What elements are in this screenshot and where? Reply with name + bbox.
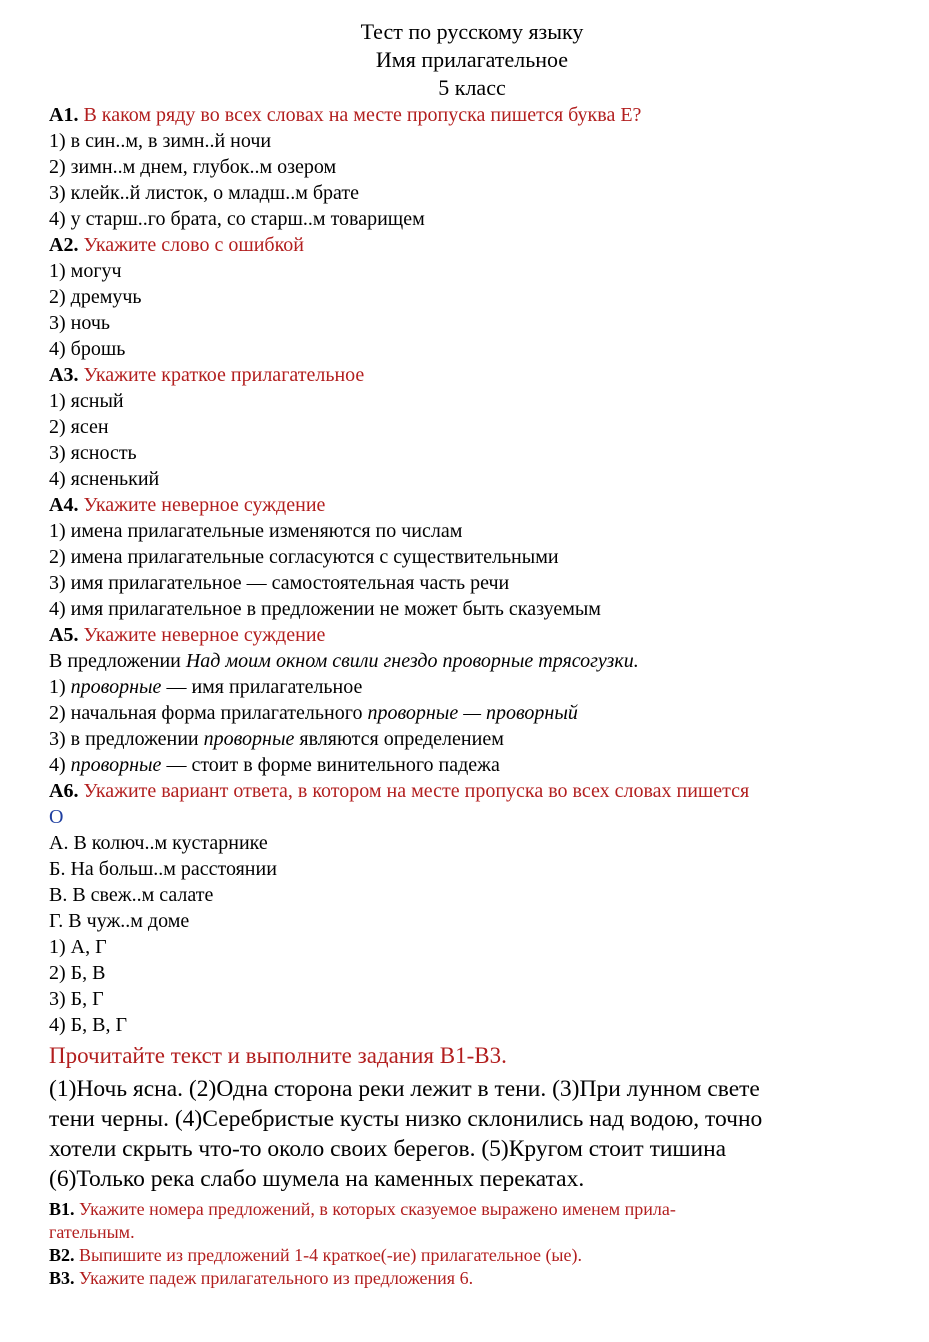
option: 1) могуч <box>49 260 122 282</box>
question-number: В2. <box>49 1245 75 1265</box>
passage-line: хотели скрыть что-то около своих берегов. (5)Кругом стоит тишина <box>49 1136 727 1162</box>
test-content <box>49 102 909 1290</box>
grade-line: 5 класс <box>438 75 506 100</box>
option: 4) у старш..го брата, со старш..м товарищем <box>49 208 425 230</box>
phrase-item: В. В свеж..м салате <box>49 884 214 906</box>
question-number: А2. <box>49 234 79 256</box>
question-a6 <box>49 778 909 804</box>
title-line: Тест по русскому языку <box>360 19 584 44</box>
option: 2) имена прилагательные согласуются с существительными <box>49 546 559 568</box>
subtitle-line: Имя прилагательное <box>375 47 569 72</box>
sentence-prefix: В предложении <box>49 650 186 672</box>
question-text-cont: гательным. <box>49 1222 135 1242</box>
question-number: В3. <box>49 1268 75 1288</box>
option: 3) в предложении проворные являются определением <box>49 728 504 750</box>
option: 2) дремучь <box>49 286 142 308</box>
phrase-item: Б. На больш..м расстоянии <box>49 858 277 880</box>
question-text: Укажите краткое прилагательное <box>83 364 365 386</box>
question-a5 <box>49 622 909 648</box>
option: 3) Б, Г <box>49 988 104 1010</box>
option: 3) клейк..й листок, о младш..м брате <box>49 182 360 204</box>
passage-line: тени черны. (4)Серебристые кусты низко склонились над водою, точно <box>49 1106 763 1132</box>
question-number: А6. <box>49 780 79 802</box>
question-number: В1. <box>49 1199 75 1219</box>
option: 1) проворные — имя прилагательное <box>49 676 363 698</box>
option: 4) брошь <box>49 338 126 360</box>
option: 2) начальная форма прилагательного проворные — проворный <box>49 702 578 724</box>
question-number: А4. <box>49 494 79 516</box>
option: 4) проворные — стоит в форме винительного падежа <box>49 754 500 776</box>
question-a4 <box>49 492 909 518</box>
passage-line: (1)Ночь ясна. (2)Одна сторона реки лежит в тени. (3)При лунном свете <box>49 1076 760 1102</box>
question-a2 <box>49 232 909 258</box>
phrase-item: А. В колюч..м кустарнике <box>49 832 268 854</box>
reading-passage <box>49 1074 909 1194</box>
question-text: Укажите падеж прилагательного из предложения 6. <box>79 1268 474 1288</box>
question-number: А3. <box>49 364 79 386</box>
question-number: А1. <box>49 104 79 126</box>
option: 4) Б, В, Г <box>49 1014 128 1036</box>
question-number: А5. <box>49 624 79 646</box>
question-b3 <box>49 1267 909 1290</box>
phrase-item: Г. В чуж..м доме <box>49 910 190 932</box>
title-block <box>0 18 929 102</box>
question-text-end: О <box>49 806 64 828</box>
option: 4) ясненький <box>49 468 160 490</box>
option: 2) зимн..м днем, глубок..м озером <box>49 156 337 178</box>
option: 1) ясный <box>49 390 124 412</box>
question-text: Укажите неверное суждение <box>83 624 326 646</box>
option: 3) ночь <box>49 312 111 334</box>
question-text: Выпишите из предложений 1-4 краткое(-ие) прилагательное (ые). <box>79 1245 583 1265</box>
option: 2) Б, В <box>49 962 106 984</box>
question-b1 <box>49 1198 909 1244</box>
option: 1) имена прилагательные изменяются по числам <box>49 520 463 542</box>
option: 3) ясность <box>49 442 137 464</box>
section-heading: Прочитайте текст и выполните задания В1-В3. <box>49 1043 507 1068</box>
option: 3) имя прилагательное — самостоятельная часть речи <box>49 572 510 594</box>
option: 1) в син..м, в зимн..й ночи <box>49 130 272 152</box>
question-text: Укажите номера предложений, в которых сказуемое выражено именем прила- <box>79 1199 676 1219</box>
example-sentence <box>49 648 909 674</box>
question-text: Укажите вариант ответа, в котором на месте пропуска во всех словах пишется <box>83 780 750 802</box>
question-a1 <box>49 102 909 128</box>
question-text: Укажите слово с ошибкой <box>83 234 305 256</box>
option: 4) имя прилагательное в предложении не может быть сказуемым <box>49 598 601 620</box>
sentence-italic: Над моим окном свили гнездо проворные трясогузки. <box>185 650 639 672</box>
option: 2) ясен <box>49 416 109 438</box>
passage-line: (6)Только река слабо шумела на каменных перекатах. <box>49 1166 585 1192</box>
question-text: В каком ряду во всех словах на месте пропуска пишется буква Е? <box>83 104 642 126</box>
question-b2 <box>49 1244 909 1267</box>
question-text: Укажите неверное суждение <box>83 494 326 516</box>
option: 1) А, Г <box>49 936 107 958</box>
question-a3 <box>49 362 909 388</box>
